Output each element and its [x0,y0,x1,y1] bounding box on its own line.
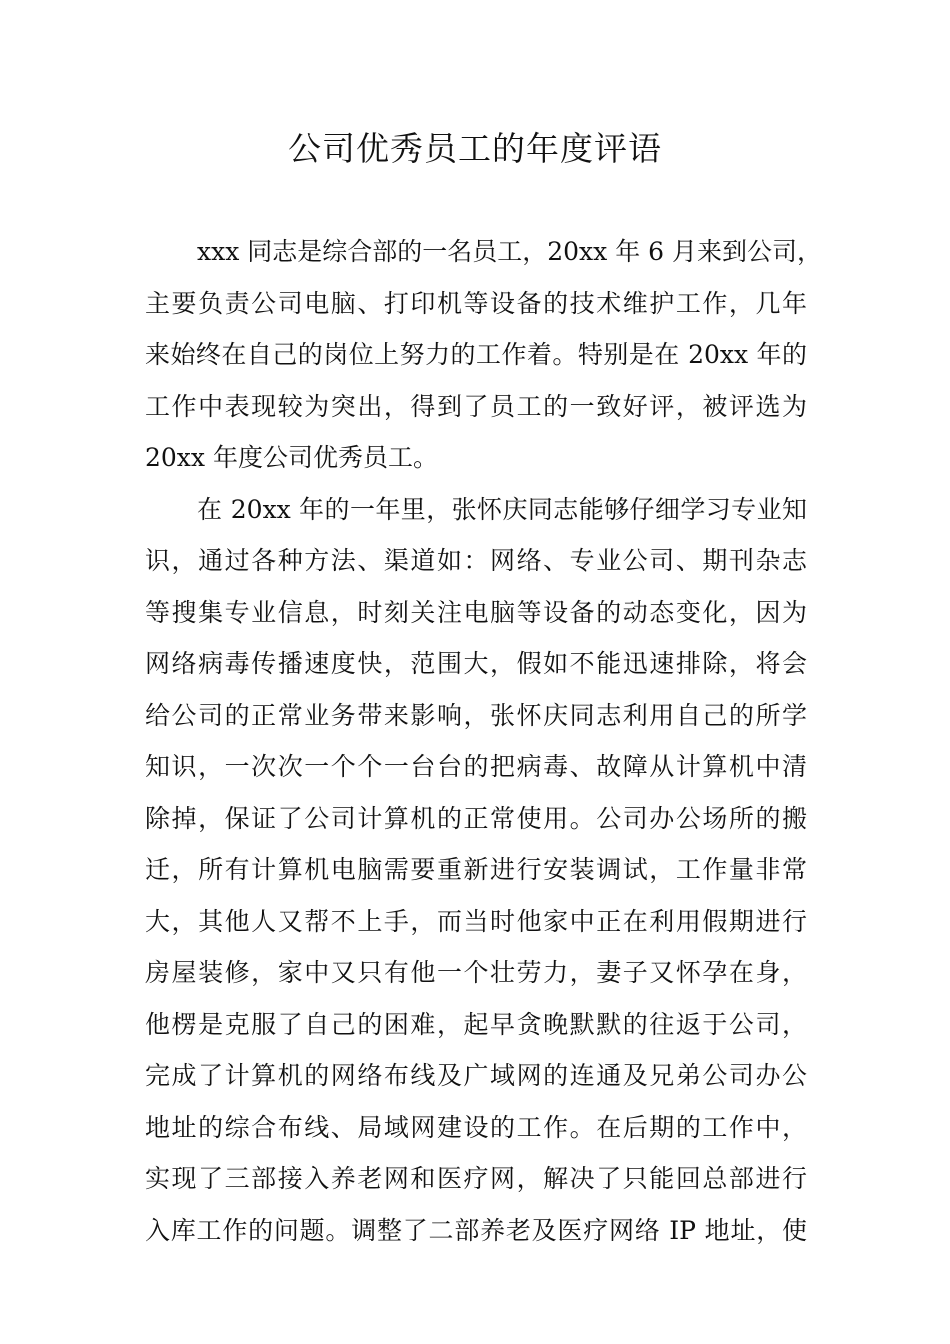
text-line: 给公司的正常业务带来影响，张怀庆同志利用自己的所学 [145,700,807,730]
text-line: 入库工作的问题。调整了二部养老及医疗网络 IP 地址，使 [145,1215,807,1245]
text-line: 主要负责公司电脑、打印机等设备的技术维护工作，几年 [145,288,807,318]
text-line: 迁，所有计算机电脑需要重新进行安装调试，工作量非常 [145,855,807,884]
text-line: 房屋装修，家中又只有他一个壮劳力，妻子又怀孕在身， [145,958,807,987]
text-line: 识，通过各种方法、渠道如：网络、专业公司、期刊杂志 [145,546,807,575]
document-body [145,226,823,1256]
text-line: 20xx 年度公司优秀员工。 [145,443,438,472]
text-line: 来始终在自己的岗位上努力的工作着。特别是在 20xx 年的 [145,340,807,369]
text-line: 除掉，保证了公司计算机的正常使用。公司办公场所的搬 [145,803,807,833]
text-line: xxx 同志是综合部的一名员工，20xx 年 6 月来到公司， [197,237,823,266]
paragraph-1 [145,226,823,484]
text-line: 知识，一次次一个个一台台的把病毒、故障从计算机中清 [145,752,807,781]
text-line: 工作中表现较为突出，得到了员工的一致好评，被评选为 [145,391,807,421]
paragraph-2 [145,484,807,1257]
text-line: 实现了三部接入养老网和医疗网，解决了只能回总部进行 [145,1164,807,1193]
text-line: 大，其他人又帮不上手，而当时他家中正在利用假期进行 [145,906,807,936]
text-line: 等搜集专业信息，时刻关注电脑等设备的动态变化，因为 [145,597,807,627]
text-line: 完成了计算机的网络布线及广域网的连通及兄弟公司办公 [145,1061,807,1090]
document-title: 公司优秀员工的年度评语 [288,129,662,168]
text-line: 他楞是克服了自己的困难，起早贪晚默默的往返于公司， [145,1009,807,1039]
text-line: 网络病毒传播速度快，范围大，假如不能迅速排除，将会 [145,649,807,678]
text-line: 在 20xx 年的一年里，张怀庆同志能够仔细学习专业知 [197,494,807,524]
text-line: 地址的综合布线、局域网建设的工作。在后期的工作中， [145,1112,807,1142]
